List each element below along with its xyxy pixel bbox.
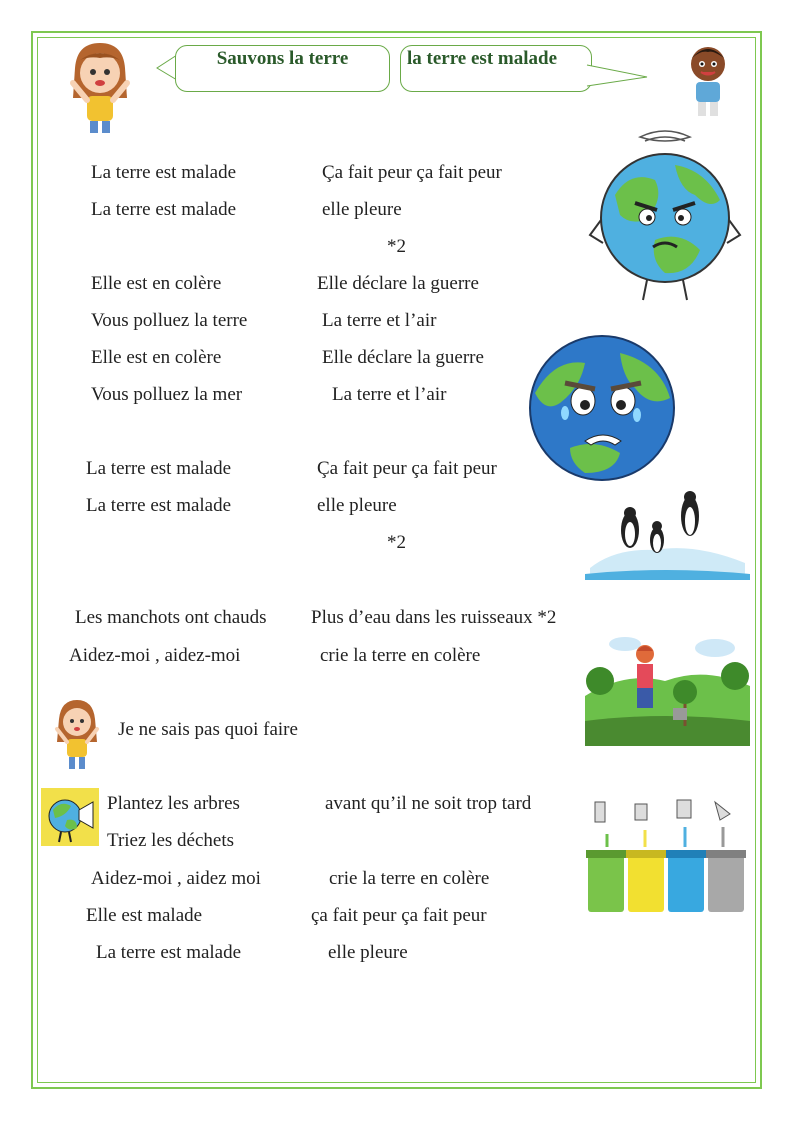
lyric-line-4-left: Elle est en colère [91, 273, 222, 294]
lyric-line-12-right: crie la terre en colère [320, 645, 481, 666]
lyric-line-6-left: Elle est en colère [91, 347, 222, 368]
lyric-line-5-left: Vous polluez la terre [91, 310, 248, 331]
girl-illustration [55, 38, 145, 138]
crying-earth-illustration [525, 333, 680, 483]
speech-bubble-right-text: la terre est malade [407, 48, 558, 69]
lyric-line-18-left: La terre est malade [96, 942, 242, 963]
lyric-line-2-left: La terre est malade [91, 199, 237, 220]
lyric-line-2-right: elle pleure [322, 199, 402, 220]
lyric-line-14-right: avant qu’il ne soit trop tard [325, 793, 532, 814]
lyric-line-8-right: Ça fait peur ça fait peur [317, 458, 497, 479]
lyric-line-16-right: crie la terre en colère [329, 868, 490, 889]
lyric-line-12-left: Aidez-moi , aidez-moi [69, 645, 241, 666]
boy-illustration [683, 42, 733, 122]
lyric-line-4-right: Elle déclare la guerre [317, 273, 479, 294]
lyric-line-13-left: Je ne sais pas quoi faire [118, 719, 298, 740]
lyric-line-1-right: Ça fait peur ça fait peur [322, 162, 502, 183]
angry-earth-illustration [585, 125, 745, 305]
lyric-line-9-right: elle pleure [317, 495, 397, 516]
lyric-line-17-right: ça fait peur ça fait peur [311, 905, 487, 926]
lyric-line-17-left: Elle est malade [86, 905, 203, 926]
recycling-bins-illustration [585, 792, 747, 916]
speech-bubble-earth-sick [400, 45, 592, 92]
lyric-line-16-left: Aidez-moi , aidez moi [91, 868, 261, 889]
lyric-line-6-right: Elle déclare la guerre [322, 347, 484, 368]
girl-thinking-illustration [47, 697, 107, 773]
lyric-line-14-left: Plantez les arbres [107, 793, 240, 814]
lyric-line-9-left: La terre est malade [86, 495, 232, 516]
earth-megaphone-icon [41, 788, 99, 846]
lyric-line-18-right: elle pleure [328, 942, 408, 963]
lyric-line-1-left: La terre est malade [91, 162, 237, 183]
girl-planting-tree-illustration [585, 626, 750, 746]
lyric-line-8-left: La terre est malade [86, 458, 232, 479]
lyric-line-7-left: Vous polluez la mer [91, 384, 243, 405]
right-bubble-tail [585, 60, 655, 90]
lyric-line-5-right: La terre et l’air [322, 310, 437, 331]
repeat-marker-2: *2 [387, 532, 406, 553]
lyric-line-15-left: Triez les déchets [107, 830, 234, 851]
lyric-line-7-right: La terre et l’air [332, 384, 447, 405]
lyric-line-11-right: Plus d’eau dans les ruisseaux *2 [311, 607, 557, 628]
repeat-marker-1: *2 [387, 236, 406, 257]
speech-bubble-save-earth [175, 45, 390, 92]
lyric-line-11-left: Les manchots ont chauds [75, 607, 267, 628]
penguins-on-ice-illustration [585, 488, 750, 588]
speech-bubble-left-text: Sauvons la terre [216, 48, 349, 69]
